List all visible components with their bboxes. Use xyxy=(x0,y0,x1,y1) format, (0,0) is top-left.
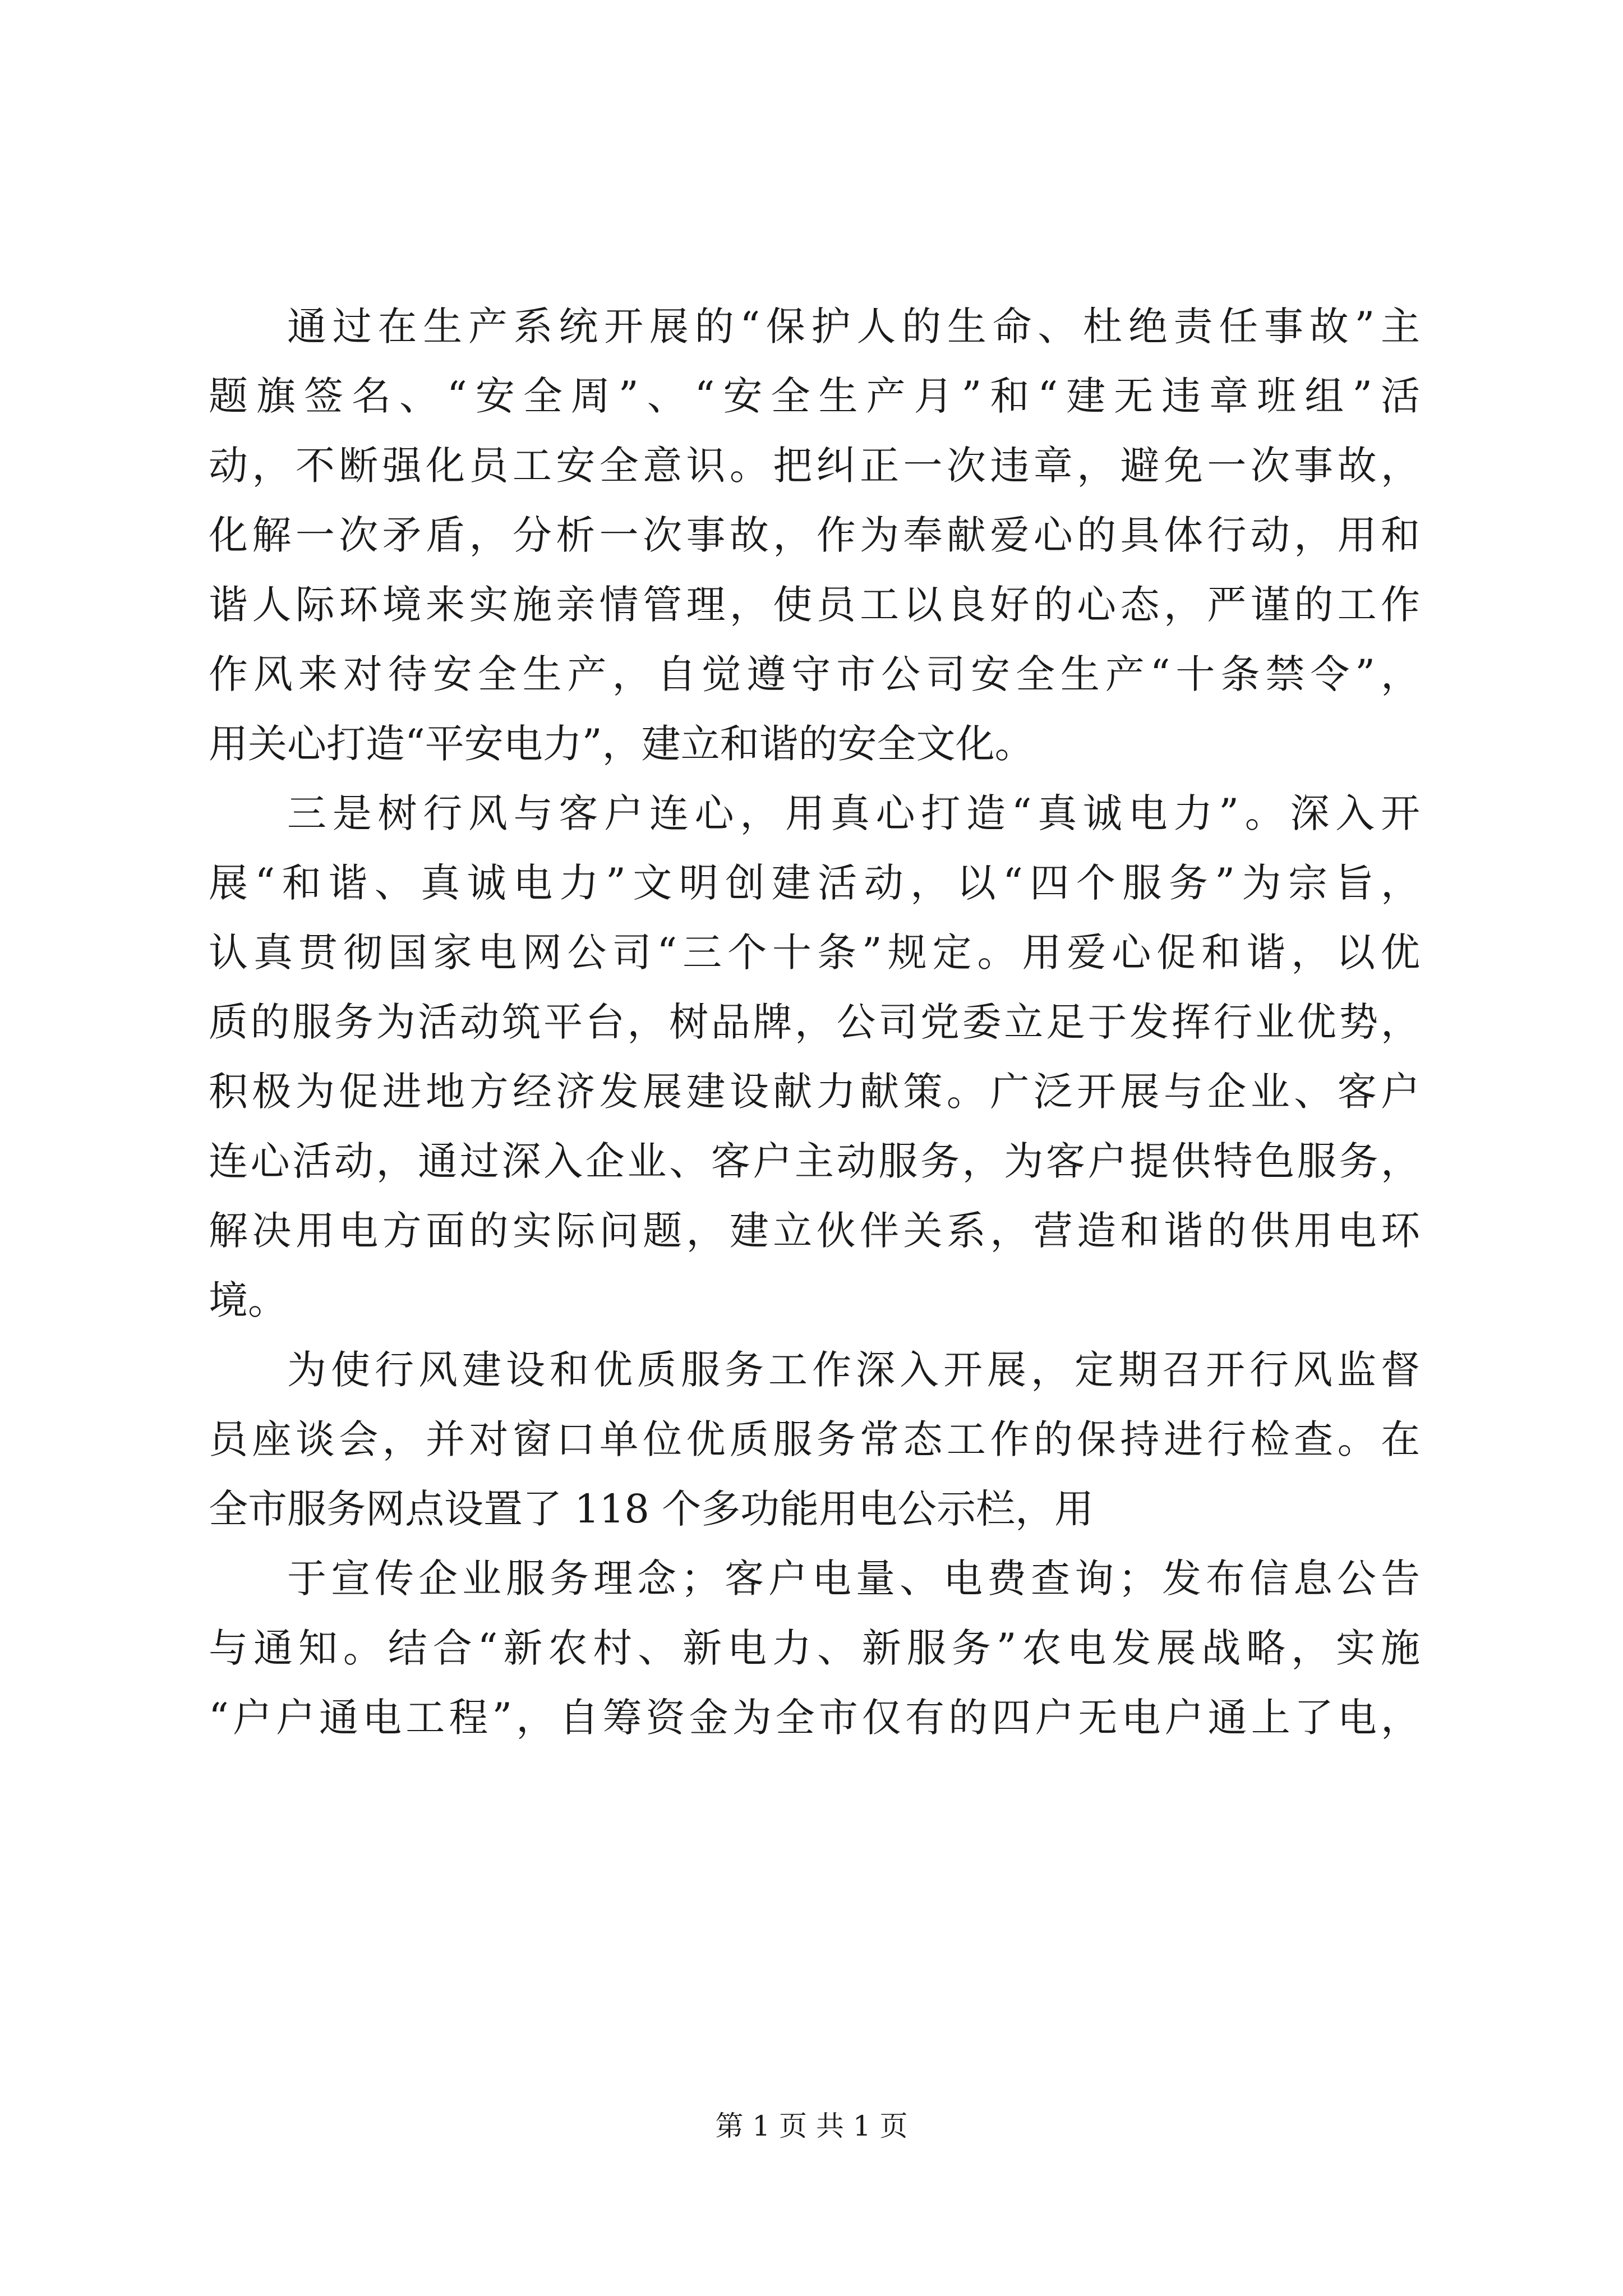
text-line: 化解一次矛盾，分析一次事故，作为奉献爱心的具体行动，用和 xyxy=(209,512,1420,558)
text-line: 解决用电方面的实际问题，建立伙伴关系，营造和谐的供用电环 xyxy=(209,1208,1420,1254)
text-line: 动，不断强化员工安全意识。把纠正一次违章，避免一次事故， xyxy=(209,443,1420,489)
text-line: 员座谈会，并对窗口单位优质服务常态工作的保持进行检查。在 xyxy=(209,1416,1420,1462)
text-line: 为使行风建设和优质服务工作深入开展，定期召开行风监督 xyxy=(287,1347,1420,1393)
text-line: 用关心打造“平安电力”，建立和谐的安全文化。 xyxy=(209,721,1034,767)
page-footer: 第 1 页 共 1 页 xyxy=(715,2110,908,2142)
text-line: 连心活动，通过深入企业、客户主动服务，为客户提供特色服务， xyxy=(209,1138,1420,1184)
text-line: “户户通电工程”，自筹资金为全市仅有的四户无电户通上了电， xyxy=(209,1695,1420,1741)
text-line: 谐人际环境来实施亲情管理，使员工以良好的心态，严谨的工作 xyxy=(209,582,1420,628)
text-line: 质的服务为活动筑平台，树品牌，公司党委立足于发挥行业优势， xyxy=(209,999,1420,1045)
text-line: 题旗签名、“安全周”、“安全生产月”和“建无违章班组”活 xyxy=(209,373,1420,419)
text-line: 境。 xyxy=(209,1277,287,1323)
text-line: 三是树行风与客户连心，用真心打造“真诚电力”。深入开 xyxy=(287,790,1420,836)
body-text xyxy=(209,292,1420,1752)
text-line: 展“和谐、真诚电力”文明创建活动，以“四个服务”为宗旨， xyxy=(209,860,1420,906)
text-line: 通过在生产系统开展的“保护人的生命、杜绝责任事故”主 xyxy=(287,303,1420,349)
text-line: 积极为促进地方经济发展建设献力献策。广泛开展与企业、客户 xyxy=(209,1069,1420,1115)
text-line: 于宣传企业服务理念；客户电量、电费查询；发布信息公告 xyxy=(287,1556,1420,1602)
text-line: 认真贯彻国家电网公司“三个十条”规定。用爱心促和谐，以优 xyxy=(209,930,1420,976)
text-line: 作风来对待安全生产，自觉遵守市公司安全生产“十条禁令”， xyxy=(209,651,1420,697)
text-line: 与通知。结合“新农村、新电力、新服务”农电发展战略，实施 xyxy=(209,1625,1420,1671)
text-line: 全市服务网点设置了 118 个多功能用电公示栏，用 xyxy=(209,1486,1094,1532)
